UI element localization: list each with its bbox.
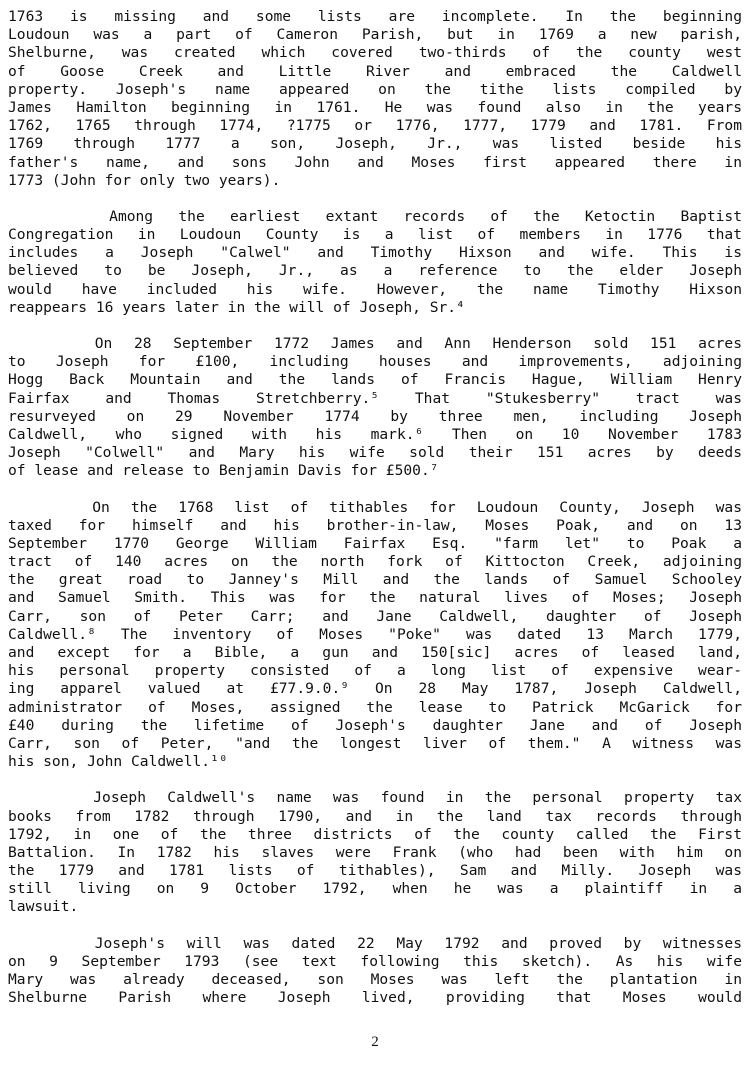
text-line: On the 1768 list of tithables for Loudoun County, Joseph was (8, 498, 742, 516)
text-line: Loudoun was a part of Cameron Parish, but in 1769 a new parish, (8, 26, 742, 44)
paragraph (8, 499, 742, 772)
text-line: taxed for himself and his brother-in-law, Moses Poak, and on 13 (8, 516, 742, 534)
text-line: of lease and release to Benjamin Davis for £500.⁷ (8, 462, 439, 480)
text-line: Caldwell.⁸ The inventory of Moses "Poke" was dated 13 March 1779, (8, 625, 742, 643)
text-line: Joseph's will was dated 22 May 1792 and proved by witnesses (8, 934, 742, 952)
paragraph (8, 335, 742, 481)
text-line: would have included his wife. However, the name Timothy Hixson (8, 280, 742, 298)
text-line: Hogg Back Mountain and the lands of Francis Hague, William Henry (8, 371, 742, 389)
text-line: on 9 September 1793 (see text following this sketch). As his wife (8, 952, 742, 970)
text-line: Fairfax and Thomas Stretchberry.⁵ That "Stukesberry" tract was (8, 389, 742, 407)
text-line: 1769 through 1777 a son, Joseph, Jr., was listed beside his (8, 135, 742, 153)
text-line: 1792, in one of the three districts of the county called the First (8, 825, 742, 843)
text-line: books from 1782 through 1790, and in the land tax records through (8, 807, 742, 825)
text-line: £40 during the lifetime of Joseph's daughter Jane and of Joseph (8, 716, 742, 734)
text-line: tract of 140 acres on the north fork of Kittocton Creek, adjoining (8, 553, 742, 571)
text-line: 1773 (John for only two years). (8, 171, 281, 189)
text-line: Battalion. In 1782 his slaves were Frank (who had been with him on (8, 843, 742, 861)
text-line: Joseph Caldwell's name was found in the personal property tax (8, 789, 742, 807)
text-line: reappears 16 years later in the will of Joseph, Sr.⁴ (8, 298, 465, 316)
text-line: Shelburne, was created which covered two-thirds of the county west (8, 44, 742, 62)
text-line: and except for a Bible, a gun and 150[sic] acres of leased land, (8, 644, 742, 661)
text-line: his personal property consisted of a long list of expensive wear- (8, 662, 742, 680)
text-line: father's name, and sons John and Moses first appeared there in (8, 153, 742, 171)
text-line: 1762, 1765 through 1774, ?1775 or 1776, 1777, 1779 and 1781. From (8, 117, 742, 135)
paragraph (8, 8, 742, 190)
text-line: Mary was already deceased, son Moses was left the plantation in (8, 971, 742, 988)
text-line: the 1779 and 1781 lists of tithables), Sam and Milly. Joseph was (8, 862, 742, 880)
text-line: property. Joseph's name appeared on the tithe lists compiled by (8, 80, 742, 98)
text-line: Carr, son of Peter Carr; and Jane Caldwell, daughter of Joseph (8, 607, 742, 625)
text-line: Carr, son of Peter, "and the longest liver of them." A witness was (8, 734, 742, 752)
text-line: 1763 is missing and some lists are incomplete. In the beginning (8, 8, 742, 25)
text-line: the great road to Janney's Mill and the lands of Samuel Schooley (8, 571, 742, 589)
text-line: of Goose Creek and Little River and embraced the Caldwell (8, 62, 742, 80)
text-line: includes a Joseph "Calwel" and Timothy Hixson and wife. This is (8, 244, 742, 262)
paragraph (8, 935, 742, 1008)
text-line: still living on 9 October 1792, when he was a plaintiff in a (8, 880, 742, 898)
text-line: resurveyed on 29 November 1774 by three men, including Joseph (8, 407, 742, 425)
text-line: Caldwell, who signed with his mark.⁶ Then on 10 November 1783 (8, 425, 742, 443)
text-line: Among the earliest extant records of the Ketoctin Baptist (8, 207, 742, 225)
text-line: lawsuit. (8, 898, 79, 916)
text-line: September 1770 George William Fairfax Esq. "farm let" to Poak a (8, 534, 742, 552)
text-line: to Joseph for £100, including houses and improvements, adjoining (8, 353, 742, 371)
text-line: Shelburne Parish where Joseph lived, providing that Moses would (8, 989, 742, 1007)
paragraph (8, 208, 742, 317)
text-line: administrator of Moses, assigned the lease to Patrick McGarick for (8, 698, 742, 716)
page-number: 2 (371, 1034, 379, 1050)
text-line: and Samuel Smith. This was for the natural lives of Moses; Joseph (8, 589, 742, 607)
text-line: On 28 September 1772 James and Ann Henderson sold 151 acres (8, 335, 742, 352)
text-line: his son, John Caldwell.¹⁰ (8, 753, 228, 771)
text-line: James Hamilton beginning in 1761. He was found also in the years (8, 98, 742, 116)
text-line: Joseph "Colwell" and Mary his wife sold their 151 acres by deeds (8, 444, 742, 462)
text-line: believed to be Joseph, Jr., as a reference to the elder Joseph (8, 262, 742, 280)
paragraph (8, 789, 742, 916)
document-body (8, 8, 742, 1025)
text-line: Congregation in Loudoun County is a list of members in 1776 that (8, 226, 742, 244)
text-line: ing apparel valued at £77.9.0.⁹ On 28 May 1787, Joseph Caldwell, (8, 680, 742, 698)
